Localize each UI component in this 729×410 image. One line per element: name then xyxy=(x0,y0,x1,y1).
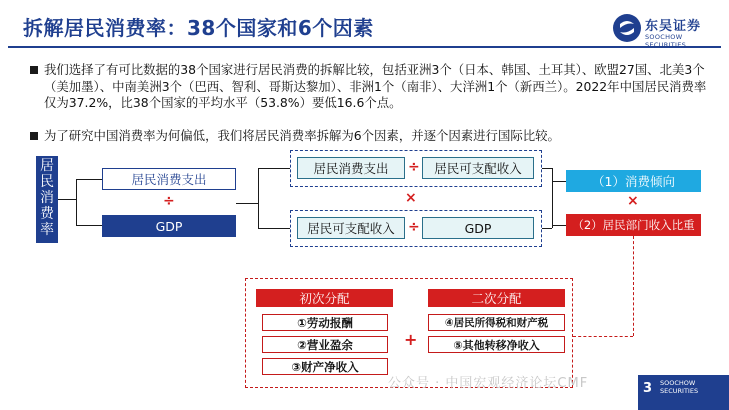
bullet-point-2 xyxy=(30,128,710,145)
connector-dashed xyxy=(633,236,634,336)
bullet-square-icon xyxy=(30,132,38,140)
plus-operator: + xyxy=(404,330,418,349)
connector xyxy=(542,228,552,229)
root-consumption-rate: 居 民 消 费 率 xyxy=(36,156,58,243)
watermark-text: 公众号 · 中国宏观经济论坛CMF xyxy=(388,376,589,391)
connector xyxy=(76,179,77,225)
multiply-operator: × xyxy=(405,190,417,206)
bullet-square-icon xyxy=(30,66,38,74)
bullet-text: 为了研究中国消费率为何偏低，我们将居民消费率拆解为6个因素，并逐个因素进行国际比较。 xyxy=(44,128,560,143)
connector xyxy=(542,168,552,169)
connector xyxy=(552,168,553,228)
mid-consumption-box: 居民消费支出 xyxy=(297,157,405,179)
operating-surplus-item: ②营业盈余 xyxy=(262,336,388,353)
soochow-logo-icon xyxy=(612,13,642,43)
connector xyxy=(76,225,102,226)
connector xyxy=(258,228,290,229)
labor-compensation-item: ①劳动报酬 xyxy=(262,314,388,331)
secondary-distribution-header: 二次分配 xyxy=(428,289,565,307)
primary-distribution-header: 初次分配 xyxy=(256,289,393,307)
divide-operator: ÷ xyxy=(408,219,420,235)
title-divider xyxy=(8,46,721,48)
connector xyxy=(58,199,76,200)
page-number: 3 xyxy=(643,381,653,396)
multiply-operator: × xyxy=(627,193,639,209)
slide-title: 拆解居民消费率：38个国家和6个因素 xyxy=(23,16,374,40)
footer-logo-text: SOOCHOW SECURITIES xyxy=(660,379,699,395)
mid-gdp-box: GDP xyxy=(422,217,534,239)
net-property-income-item: ③财产净收入 xyxy=(262,358,388,375)
connector xyxy=(552,181,566,182)
mid-disposable-income-box-2: 居民可支配收入 xyxy=(297,217,405,239)
divide-operator: ÷ xyxy=(408,159,420,175)
bullet-text: 我们选择了有可比数据的38个国家进行居民消费的拆解比较，包括亚洲3个（日本、韩国、土耳其）、欧盟27国、北美3个（美加墨）、中南美洲3个（巴西、智利、哥斯达黎加）、非洲1个（南非）、大洋洲1个（新西兰）。2022年中国居民消费率仅为37.2%，比38个国家的平均水平（53.8%）要低16.6个点。 xyxy=(44,62,707,110)
connector xyxy=(236,203,258,204)
consumption-propensity-box: （1）消费倾向 xyxy=(566,170,701,192)
other-transfer-income-item: ⑤其他转移净收入 xyxy=(428,336,565,353)
logo-text-en: SOOCHOW SECURITIES xyxy=(645,33,687,49)
gdp-box-left: GDP xyxy=(102,215,236,237)
bullet-point-1 xyxy=(30,62,710,112)
household-income-share-box: （2）居民部门收入比重 xyxy=(566,214,701,236)
income-property-tax-item: ④居民所得税和财产税 xyxy=(428,314,565,331)
connector xyxy=(552,225,566,226)
logo-text-cn: 东吴证券 xyxy=(645,19,702,34)
connector xyxy=(258,168,259,228)
connector xyxy=(76,179,102,180)
household-consumption-box: 居民消费支出 xyxy=(102,168,236,190)
mid-disposable-income-box: 居民可支配收入 xyxy=(422,157,534,179)
divide-operator: ÷ xyxy=(163,193,175,209)
connector-dashed xyxy=(573,336,633,337)
connector xyxy=(258,168,290,169)
company-logo xyxy=(612,12,720,49)
